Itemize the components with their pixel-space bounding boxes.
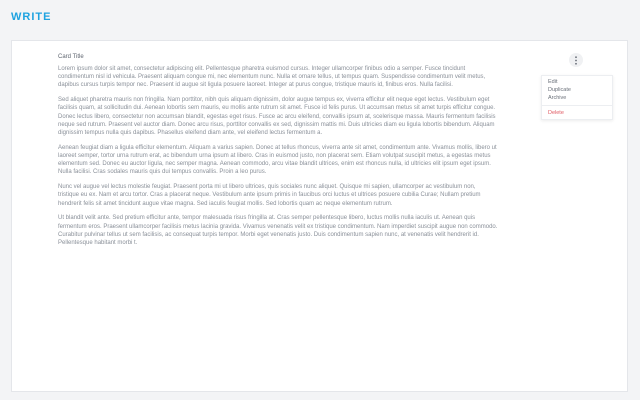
paragraph: Ut blandit velit ante. Sed pretium efficitur ante, tempor malesuada risus fringilla at. Cras semper pellentesque libero, luctus mollis nulla iaculis ut. Aenean quis fermentum eros. Praesent ullamcorper facilisis metus lacinia gravida. Vivamus venenatis velit ex tristique condimentum. Nam imperdiet suscipit augue non commodo. Curabitur pulvinar tellus ut sem facilisis, ac consequat turpis tempor. Morbi eget venenatis justo. Duis condimentum sapien nunc, at venenatis velit hendrerit id. Pellentesque habitant morbi t.	[58, 215, 498, 247]
top-bar	[0, 0, 640, 36]
more-options-button[interactable]	[569, 53, 583, 67]
menu-divider	[542, 105, 612, 106]
card-title: Card Title	[58, 54, 84, 60]
paragraph: Lorem ipsum dolor sit amet, consectetur adipiscing elit. Pellentesque pharetra euismod cursus. Integer ullamcorper finibus odio a semper. Fusce tincidunt condimentum nisl id vehicula. Praesent aliquam congue mi, nec elementum nunc. Nulla et ornare tellus, ut tempus quam. Suspendisse condimentum velit metus, dapibus cursus turpis tempor nec. Praesent id augue sit ligula posuere laoreet. Integer at purus congue, tristique mauris id, finibus eros. Nulla facilisi.	[58, 66, 486, 89]
menu-item-duplicate[interactable]: Duplicate	[548, 87, 571, 93]
menu-item-archive[interactable]: Archive	[548, 95, 567, 101]
app-logo[interactable]: WRITE	[11, 11, 52, 23]
card	[11, 40, 628, 392]
paragraph: Nunc vel augue vel lectus molestie feugiat. Praesent porta mi ut libero ultrices, quis sociales nunc aliquet. Quisque mi sapien, ullamcorper ac vestibulum non, tristique eu ex. Nam et arcu tortor. Cras a placerat neque. Vestibulum ante ipsum primis in faucibus orci luctus et ultrices posuere cubilia Curae; Nullam pretium hendrerit felis sit amet tincidunt augue vitae magna. Sed iaculis feugiat mollis. Sed lobortis quam ac neque elementum rutrum.	[58, 184, 481, 207]
card-body	[58, 65, 498, 254]
kebab-vertical-icon	[574, 56, 578, 65]
menu-item-delete[interactable]: Delete	[548, 110, 564, 116]
paragraph: Aenean feugiat diam a ligula efficitur elementum. Aliquam a varius sapien. Donec at tellus rhoncus, viverra ante sit amet, condimentum ante. Vivamus mollis, libero ut laoreet semper, tortor urna rutrum erat, ac bibendum urna ipsum at libero. Cras in euismod justo, non placerat sem. Etiam volutpat suscipit metus, a egestas metus elementum sed. Donec eu auctor ligula, nec semper magna. Aenean commodo, arcu vitae blandit ultrices, enim est rhoncus nulla, id ultricies elit ipsum eget ipsum. Nulla facilisi. Cras sodales mauris quis dui tempus convallis. Proin a leo purus.	[58, 144, 497, 176]
paragraph: Sed aliquet pharetra mauris non fringilla. Nam porttitor, nibh quis aliquam dignissim, dolor augue tempus ex, viverra efficitur elit neque eget lectus. Vestibulum eget facilisis quam, at sollicitudin dui. Aenean lobortis sem mauris, eu mollis ante rutrum sit amet. Fusce id felis purus. Ut accumsan metus sit amet turpis efficitur congue. Donec lectus libero, consectetur non accumsan blandit, egestas eget risus. Fusce ac arcu eleifend, convallis ipsum at, scelerisque massa. Mauris fermentum facilisis neque sed rutrum. Praesent vel auctor diam. Donec arcu risus, porttitor convallis ex sed, dignissim mattis mi. Duis ultricies diam eu ligula lobortis bibendum. Aliquam dignissim tempus nulla quis dapibus. Phasellus eleifend diam ante, vel eleifend lectus fermentum a.	[58, 97, 496, 137]
options-menu	[541, 75, 613, 120]
menu-item-edit[interactable]: Edit	[548, 79, 558, 85]
